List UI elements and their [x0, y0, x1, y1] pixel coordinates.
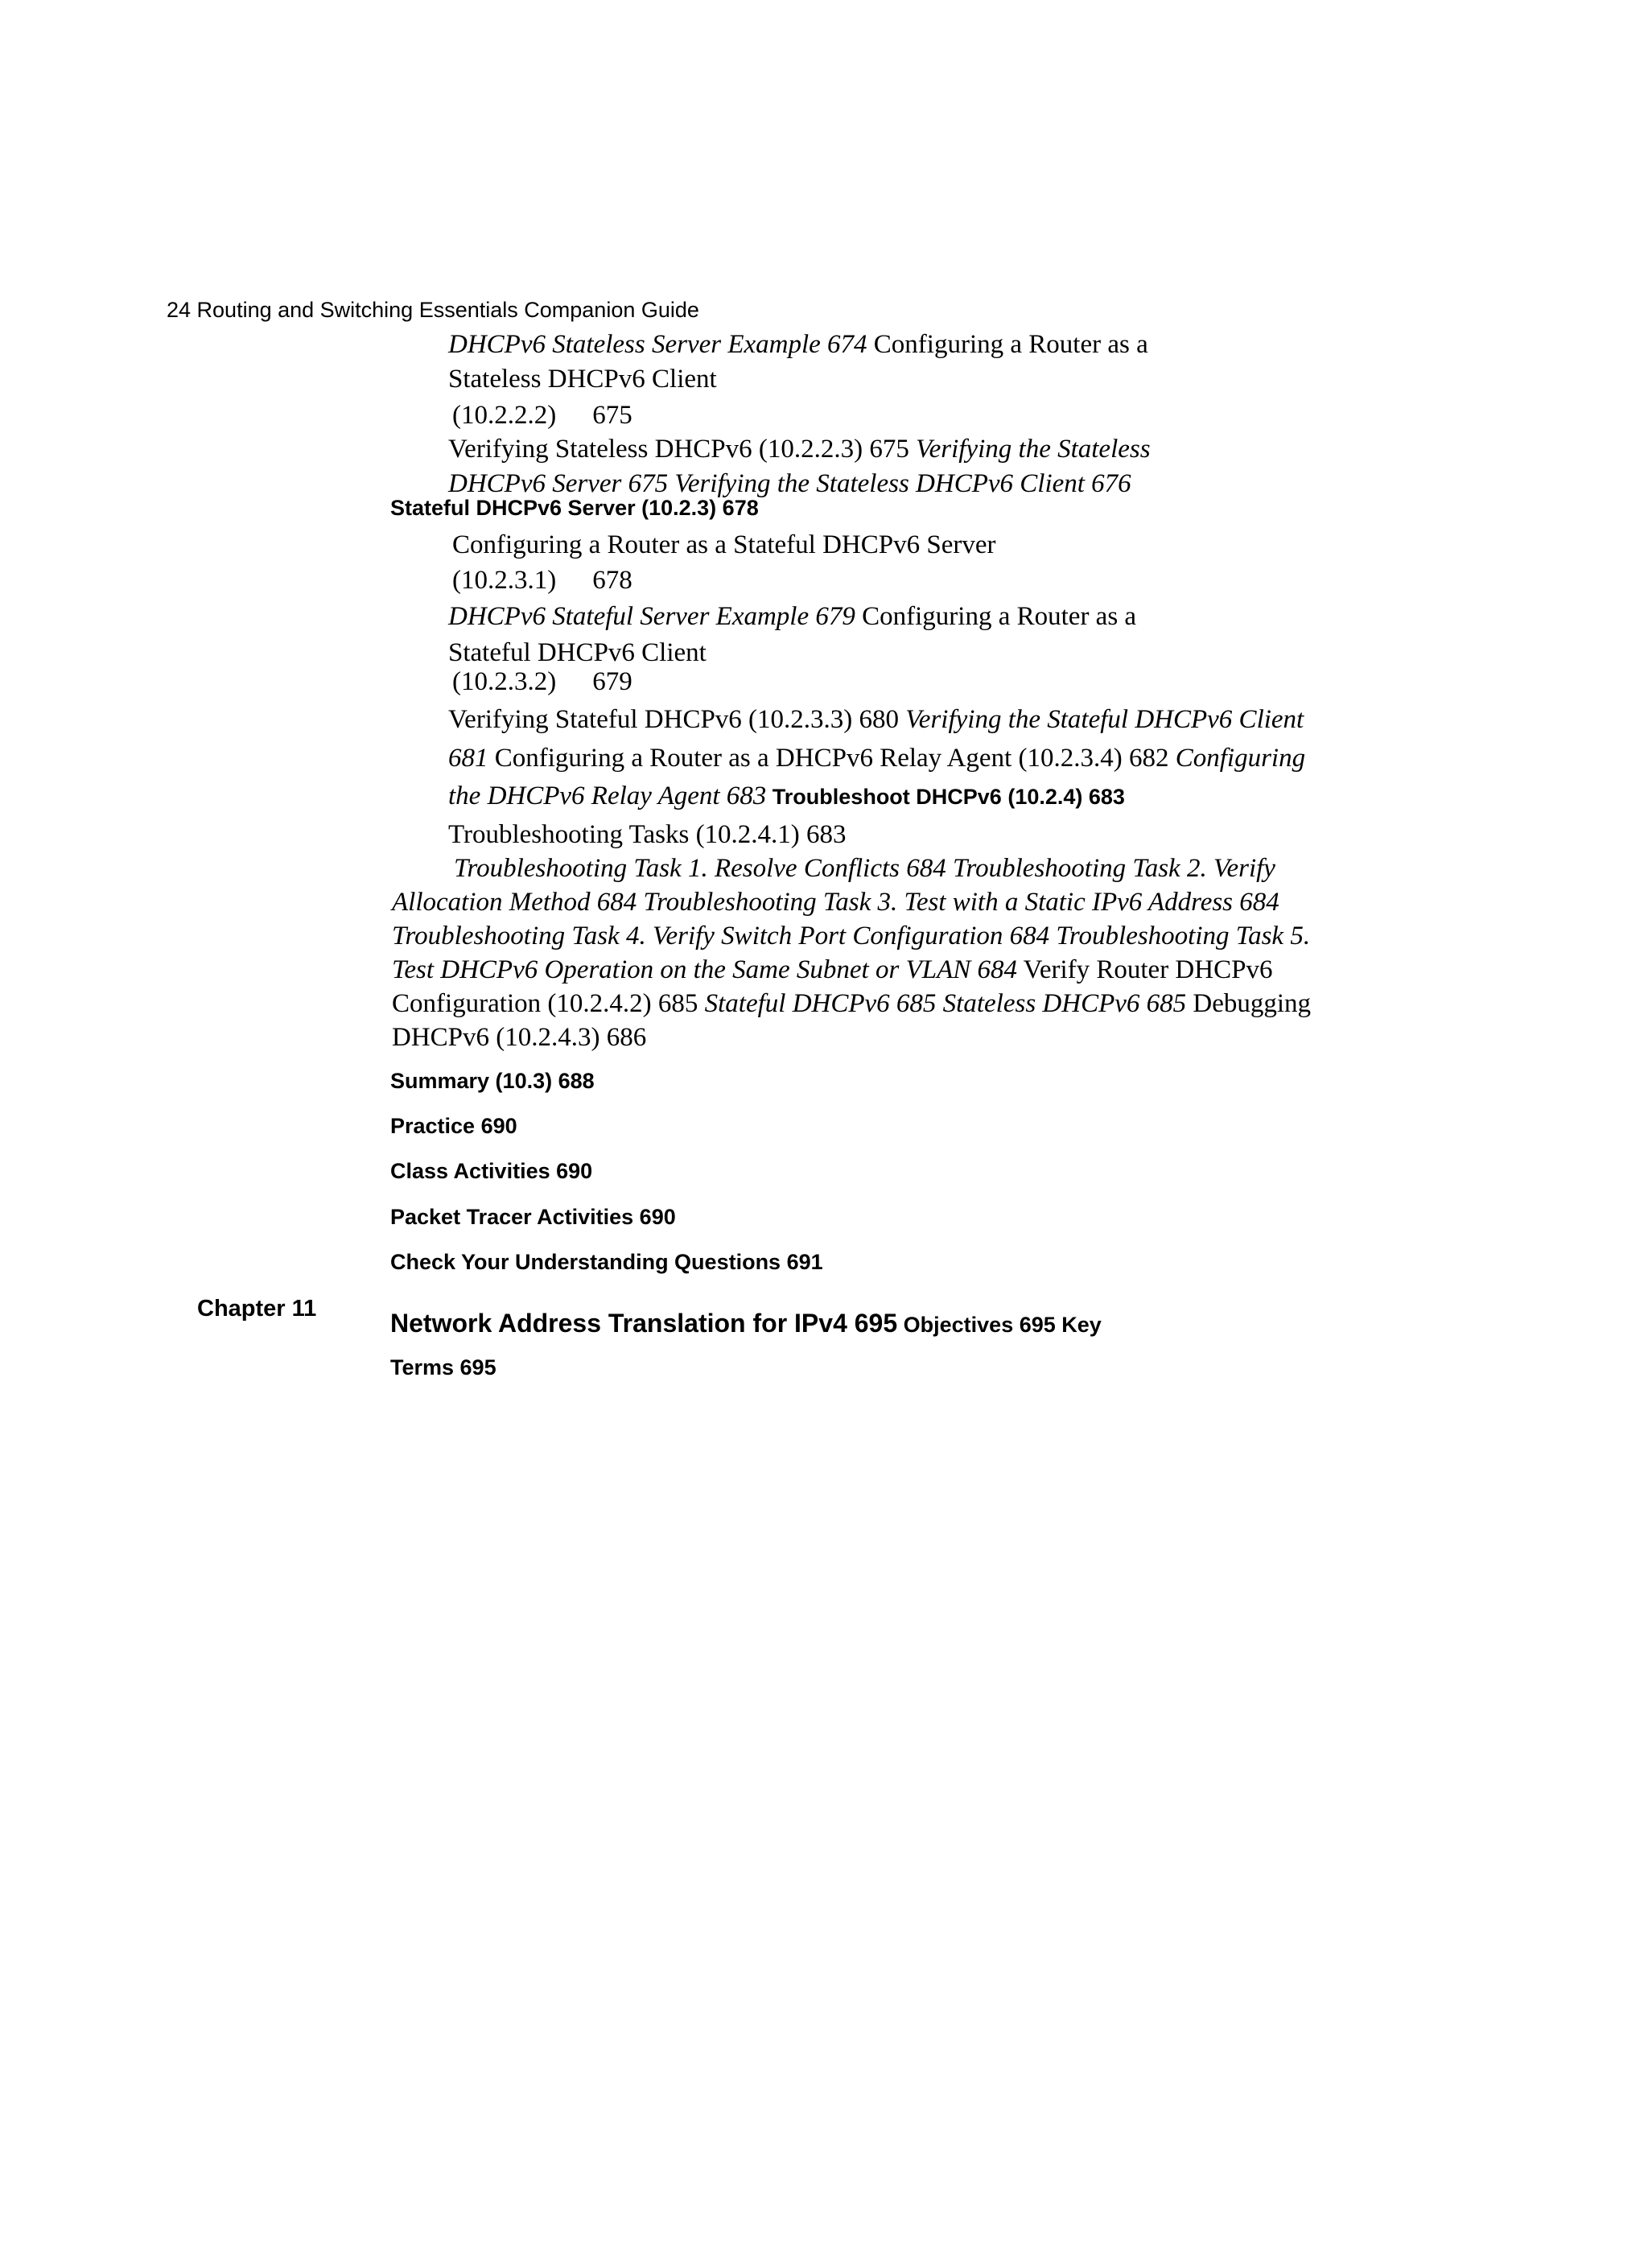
toc-entry-continued: [448, 779, 1125, 814]
toc-entry-stateless-example: [448, 328, 1148, 361]
toc-heading-troubleshoot: Troubleshoot DHCPv6 (10.2.4) 683: [766, 785, 1125, 809]
toc-section-number: (10.2.3.2): [452, 667, 557, 696]
toc-heading-class-activities: Class Activities 690: [390, 1159, 593, 1183]
toc-page-number: 679: [592, 667, 632, 696]
toc-heading-packet-tracer: Packet Tracer Activities 690: [390, 1205, 676, 1229]
chapter-title: Network Address Translation for IPv4 695: [390, 1309, 898, 1338]
toc-paragraph-troubleshooting: [392, 852, 1358, 1054]
toc-entry-troubleshooting-tasks: Troubleshooting Tasks (10.2.4.1) 683: [448, 820, 847, 849]
toc-entry-stateful-example: [448, 600, 1136, 633]
toc-heading-stateful-server: Stateful DHCPv6 Server (10.2.3) 678: [390, 496, 759, 520]
toc-text: Configuring a Router as a: [855, 602, 1137, 631]
toc-entry-relay-agent: [448, 741, 1305, 775]
toc-text: Troubleshooting Task 1. Resolve Conflicts 684 Troubleshooting Task 2. Verify Allocation Method 684 Troubleshooting Task 3. Test with a Static IPv6 Address 684 Troubleshooting Task 4. Verify Switch Port Configuration 684 Troubleshooting Task 5. Test DHCPv6 Operation on the Same Subnet or VLAN 684: [392, 854, 1311, 984]
toc-text: Configuring a Router as a DHCPv6 Relay Agent (10.2.3.4) 682: [488, 744, 1176, 773]
toc-heading-practice: Practice 690: [390, 1114, 517, 1138]
toc-entry-continued: Stateful DHCPv6 Client: [448, 638, 707, 667]
toc-text: 681: [448, 744, 488, 773]
toc-section-number: (10.2.2.2): [452, 401, 557, 430]
toc-text: Verifying the Stateful DHCPv6 Client: [905, 705, 1304, 734]
toc-entry-continued: Stateless DHCPv6 Client: [448, 365, 717, 394]
toc-text: Configuring: [1175, 744, 1306, 773]
toc-entry-section: [452, 665, 632, 699]
toc-text: Verifying Stateless DHCPv6 (10.2.2.3) 675: [448, 435, 917, 464]
toc-text: Verifying the Stateless: [916, 435, 1151, 464]
toc-entry-verifying-stateless: [448, 432, 1151, 466]
toc-entry-section: [452, 563, 632, 597]
toc-heading-objectives: Objectives 695 Key: [897, 1313, 1102, 1337]
toc-text: Configuring a Router as a: [867, 330, 1148, 359]
toc-page-number: 675: [592, 401, 632, 430]
toc-heading-check-questions: Check Your Understanding Questions 691: [390, 1250, 823, 1274]
toc-text: Stateful DHCPv6 685 Stateless DHCPv6 685: [704, 989, 1187, 1018]
toc-entry-verifying-stateful: [448, 703, 1304, 736]
toc-section-number: (10.2.3.1): [452, 566, 557, 595]
running-head: 24 Routing and Switching Essentials Companion Guide: [167, 298, 699, 322]
toc-heading-key-terms: Terms 695: [390, 1355, 496, 1379]
toc-text: DHCPv6 Stateless Server Example 674: [448, 330, 867, 359]
toc-entry-configuring-stateful-server: Configuring a Router as a Stateful DHCPv6 Server: [452, 530, 996, 559]
toc-text: Debugging DHCPv6 (10.2.4.3) 686: [392, 989, 1312, 1052]
toc-text: the DHCPv6 Relay Agent 683: [448, 781, 767, 810]
toc-text: Verifying Stateful DHCPv6 (10.2.3.3) 680: [448, 705, 906, 734]
chapter-label: Chapter 11: [197, 1296, 317, 1322]
toc-heading-summary: Summary (10.3) 688: [390, 1069, 595, 1093]
toc-text: Verify Router DHCPv6 Configuration (10.2.4.2) 685: [392, 955, 1273, 1018]
toc-entry-section: [452, 398, 632, 432]
toc-page-number: 678: [592, 566, 632, 595]
chapter-title-line: [390, 1309, 1102, 1338]
toc-text: DHCPv6 Stateful Server Example 679: [448, 602, 855, 631]
toc-entry-continued: DHCPv6 Server 675 Verifying the Stateless DHCPv6 Client 676: [448, 469, 1131, 498]
